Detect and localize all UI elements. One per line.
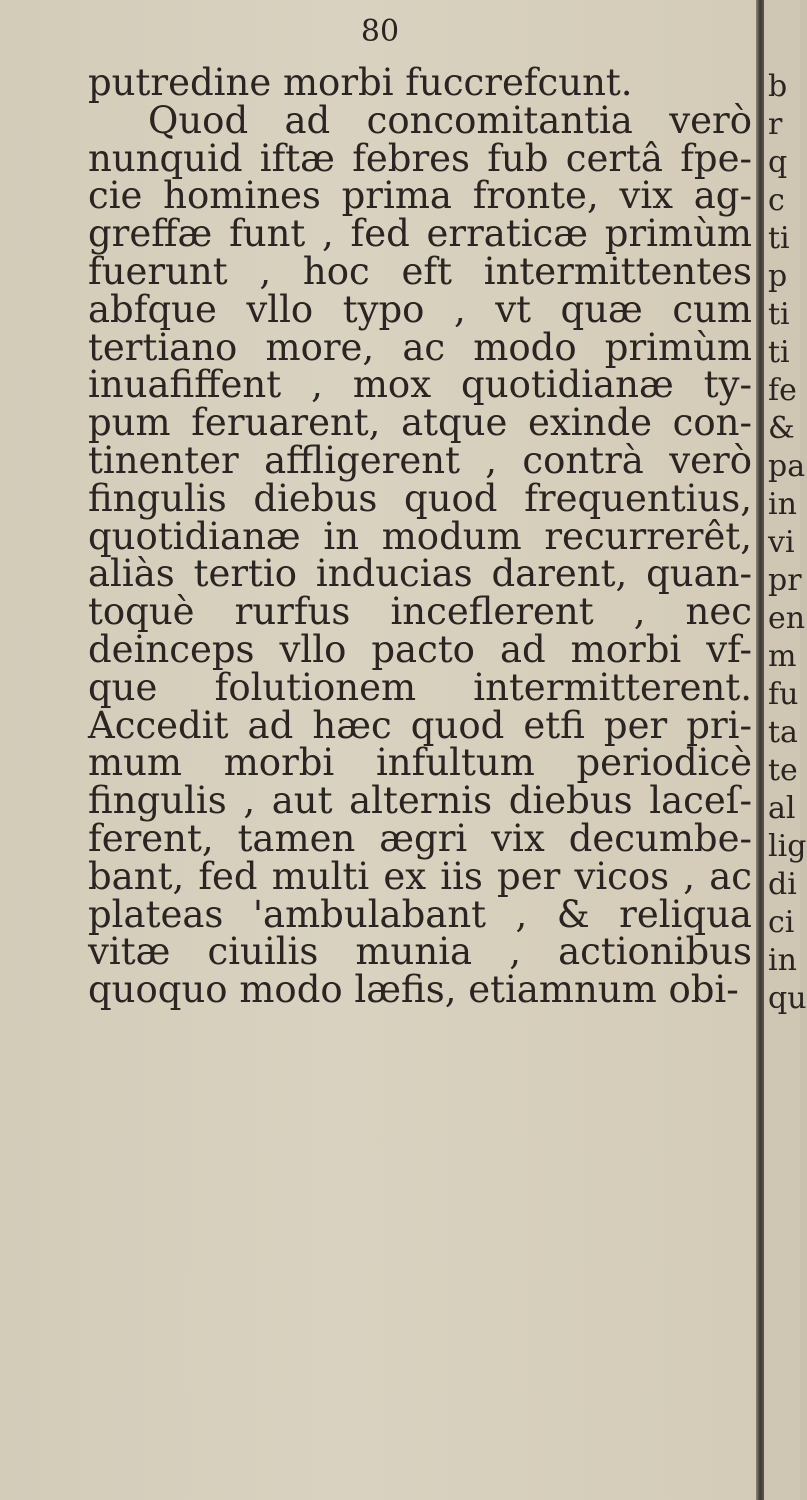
adjacent-page-fragment: ti — [768, 221, 790, 256]
text-line: ferent, tamen ægri vix decumbe- — [88, 816, 752, 860]
text-line: aliàs tertio inducias darent, quan- — [88, 552, 752, 596]
text-line: fingulis , aut alternis diebus laceſ- — [88, 779, 752, 823]
adjacent-page-edge — [764, 0, 807, 1500]
adjacent-page-fragment: c — [768, 183, 785, 218]
text-line: fuerunt , hoc eft intermittentes — [88, 249, 752, 293]
adjacent-page-fragment: qu — [768, 981, 807, 1016]
text-line: toquè rurfus inceflerent , nec — [88, 590, 752, 634]
adjacent-page-fragment: lig — [768, 829, 807, 864]
adjacent-page-fragment: al — [768, 791, 796, 826]
body-text — [88, 61, 752, 1012]
adjacent-page-fragment: q — [768, 145, 788, 180]
adjacent-page-fragment: fu — [768, 677, 799, 712]
adjacent-page-fragment: in — [768, 487, 797, 522]
adjacent-page-fragment: b — [768, 69, 788, 104]
text-line: quoquo modo læfis, etiamnum obi- — [88, 968, 739, 1012]
adjacent-page-fragment: fe — [768, 373, 797, 408]
text-line: Quod ad concomitantia verò — [148, 98, 752, 142]
text-line: plateas 'ambulabant , & reliqua — [88, 892, 752, 936]
adjacent-page-fragment: ci — [768, 905, 795, 940]
text-line: pum feruarent, atque exinde con- — [88, 401, 752, 445]
text-line: fingulis diebus quod frequentius, — [88, 476, 752, 520]
text-line: greffæ funt , fed erraticæ primùm — [88, 212, 752, 256]
adjacent-page-fragment: r — [768, 107, 783, 142]
adjacent-page-fragment: di — [768, 867, 797, 902]
adjacent-page-fragment: pa — [768, 449, 806, 484]
text-line: inuafiffent , mox quotidianæ ty- — [88, 363, 752, 407]
adjacent-page-fragment: ti — [768, 297, 790, 332]
adjacent-page-fragment: & — [768, 411, 795, 446]
adjacent-page-fragment: te — [768, 753, 798, 788]
adjacent-page-fragment: ta — [768, 715, 798, 750]
adjacent-page-fragment: in — [768, 943, 797, 978]
adjacent-page-fragment: vi — [768, 525, 795, 560]
text-line: tertiano more, ac modo primùm — [88, 325, 752, 369]
adjacent-page-fragment: pr — [768, 563, 802, 598]
text-line: nunquid iftæ febres fub certâ fpe- — [88, 136, 752, 180]
text-line: Accedit ad hæc quod etfi per pri- — [88, 703, 752, 747]
text-line: cie homines prima fronte, vix ag- — [88, 174, 752, 218]
text-line: bant, fed multi ex iis per vicos , ac — [88, 854, 752, 898]
adjacent-page-fragment: ti — [768, 335, 790, 370]
page-number: 80 — [360, 14, 400, 49]
text-line: mum morbi infultum periodicè — [88, 741, 752, 785]
text-line: putredine morbi fuccrefcunt. — [88, 61, 633, 104]
book-gutter — [756, 0, 764, 1500]
text-line: deinceps vllo pacto ad morbi vf- — [88, 627, 752, 671]
text-line: abfque vllo typo , vt quæ cum — [88, 287, 752, 331]
text-line: vitæ ciuilis munia , actionibus — [88, 930, 752, 974]
adjacent-page-fragment: p — [768, 259, 788, 294]
adjacent-page-fragment: m — [768, 639, 797, 674]
text-line: que folutionem intermitterent. — [88, 665, 752, 709]
adjacent-page-fragment: en — [768, 601, 806, 636]
text-line: quotidianæ in modum recurrerêt, — [88, 514, 752, 558]
text-line: tinenter affligerent , contrà verò — [88, 438, 752, 482]
